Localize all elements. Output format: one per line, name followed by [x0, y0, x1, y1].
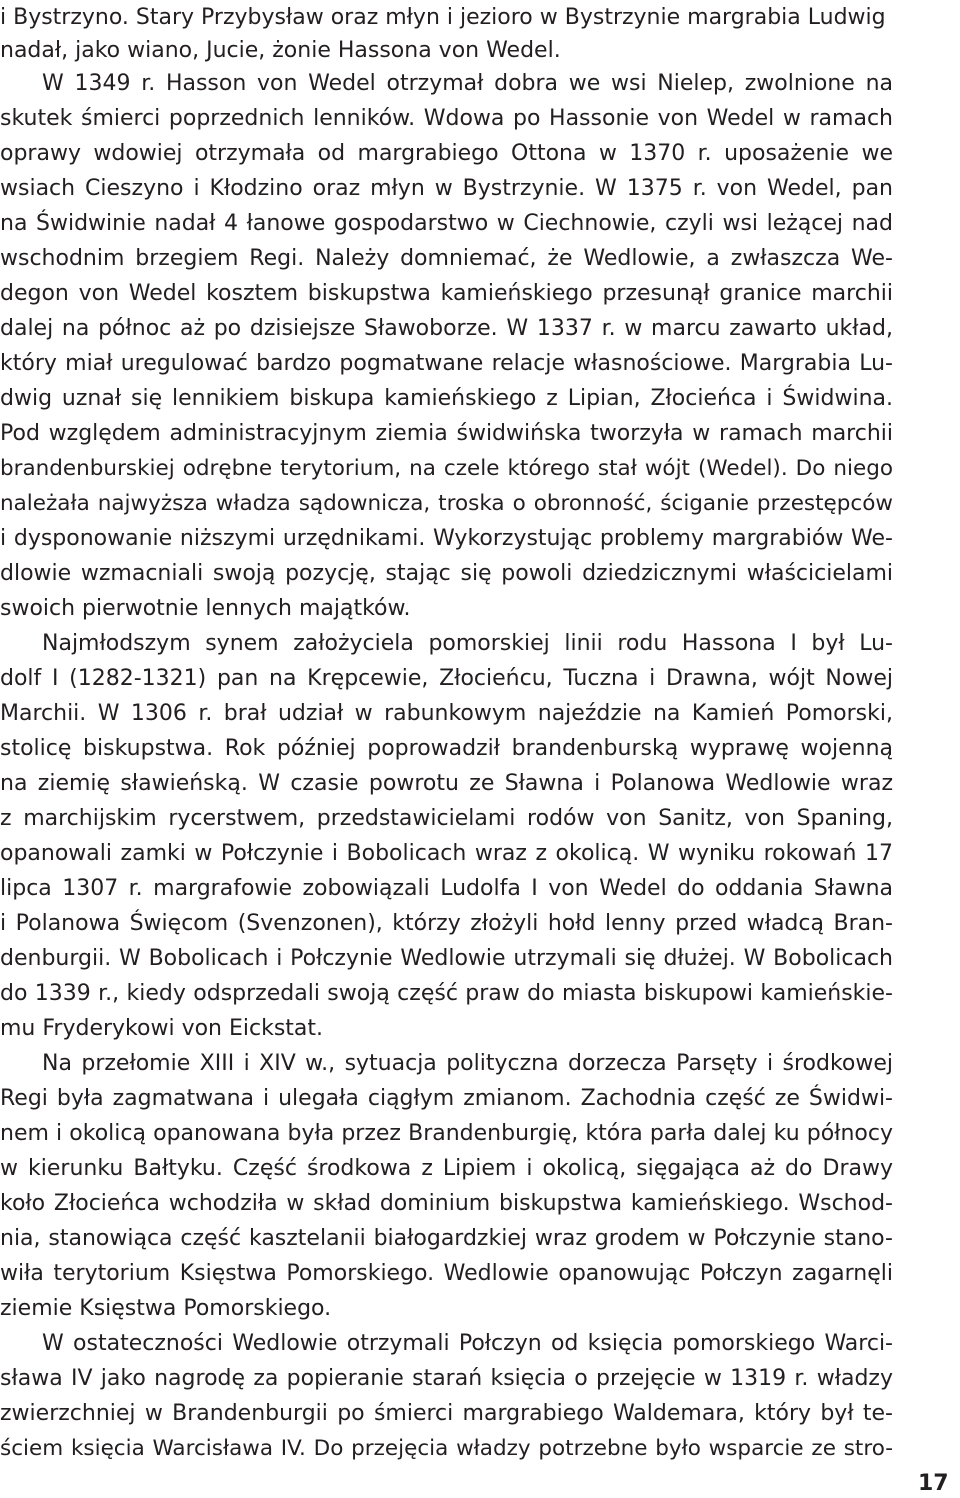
- text-line: mu Fryderykowi von Eickstat.: [0, 1016, 324, 1041]
- text-line: zwierzchniej w Brandenburgii po śmierci margrabiego Waldemara, który był te-: [0, 1401, 893, 1426]
- text-line: swoich pierwotnie lennych majątków.: [0, 596, 411, 621]
- text-line: do 1339 r., kiedy odsprzedali swoją część praw do miasta biskupowi kamieńskie-: [0, 981, 893, 1006]
- text-line: opanowali zamki w Połczynie i Bobolicach wraz z okolicą. W wyniku rokowań 17: [0, 841, 893, 866]
- text-line: Najmłodszym synem założyciela pomorskiej linii rodu Hassona I był Lu-: [42, 631, 893, 656]
- text-line: i Polanowa Święcom (Svenzonen), którzy złożyli hołd lenny przed władcą Bran-: [0, 911, 893, 936]
- text-line: W 1349 r. Hasson von Wedel otrzymał dobra we wsi Nielep, zwolnione na: [42, 71, 893, 96]
- text-line: Pod względem administracyjnym ziemia świdwińska tworzyła w ramach marchii: [0, 421, 893, 446]
- text-line: w kierunku Bałtyku. Część środkowa z Lipiem i okolicą, sięgająca aż do Drawy: [0, 1156, 893, 1181]
- text-line: i dysponowanie niższymi urzędnikami. Wykorzystując problemy margrabiów We-: [0, 526, 893, 551]
- text-line: wiła terytorium Księstwa Pomorskiego. Wedlowie opanowując Połczyn zagarnęli: [0, 1261, 893, 1286]
- text-line: należała najwyższa władza sądownicza, troska o obronność, ściganie przestępców: [0, 491, 893, 516]
- text-line: W ostateczności Wedlowie otrzymali Połczyn od księcia pomorskiego Warci-: [42, 1331, 893, 1356]
- text-line: dlowie wzmacniali swoją pozycję, stając się powoli dziedzicznymi właścicielami: [0, 561, 893, 586]
- text-line: Na przełomie XIII i XIV w., sytuacja polityczna dorzecza Parsęty i środkowej: [42, 1051, 893, 1076]
- text-line: dalej na północ aż po dzisiejsze Sławoborze. W 1337 r. w marcu zawarto układ,: [0, 316, 893, 341]
- text-line: na Świdwinie nadał 4 łanowe gospodarstwo w Ciechnowie, czyli wsi leżącej nad: [0, 211, 893, 236]
- text-line: Regi była zagmatwana i ulegała ciągłym zmianom. Zachodnia część ze Świdwi-: [0, 1086, 893, 1111]
- text-line: ściem księcia Warcisława IV. Do przejęcia władzy potrzebne było wsparcie ze stro-: [0, 1436, 893, 1461]
- text-line: nadał, jako wiano, Jucie, żonie Hassona von Wedel.: [0, 38, 561, 63]
- text-line: nia, stanowiąca część kasztelanii białogardzkiej wraz grodem w Połczynie stano-: [0, 1226, 893, 1251]
- text-line: dolf I (1282-1321) pan na Krępcewie, Złocieńcu, Tucznа i Drawna, wójt Nowej: [0, 666, 893, 691]
- text-line: denburgii. W Bobolicach i Połczynie Wedlowie utrzymali się dłużej. W Bobolicach: [0, 946, 893, 971]
- text-line: z marchijskim rycerstwem, przedstawicielami rodów von Sanitz, von Spaning,: [0, 806, 893, 831]
- text-line: i Bystrzyno. Stary Przybysław oraz młyn i jezioro w Bystrzynie margrabia Ludwig: [0, 5, 886, 30]
- text-line: lipca 1307 r. margrafowie zobowiązali Ludolfa I von Wedel do oddania Sławna: [0, 876, 893, 901]
- text-line: Marchii. W 1306 r. brał udział w rabunkowym najeździe na Kamień Pomorski,: [0, 701, 893, 726]
- text-line: wschodnim brzegiem Regi. Należy domniemać, że Wedlowie, a zwłaszcza We-: [0, 246, 893, 271]
- page-number: 17: [918, 1471, 949, 1496]
- text-line: ziemie Księstwa Pomorskiego.: [0, 1296, 332, 1321]
- text-line: brandenburskiej odrębne terytorium, na czele którego stał wójt (Wedel). Do niego: [0, 456, 893, 481]
- text-line: degon von Wedel kosztem biskupstwa kamieńskiego przesunął granice marchii: [0, 281, 893, 306]
- text-line: dwig uznał się lennikiem biskupa kamieńskiego z Lipian, Złocieńca i Świdwina.: [0, 386, 893, 411]
- text-line: nem i okolicą opanowana była przez Brandenburgię, która parła dalej ku północy: [0, 1121, 893, 1146]
- text-line: który miał uregulować bardzo pogmatwane relacje własnościowe. Margrabia Lu-: [0, 351, 893, 376]
- text-line: oprawy wdowiej otrzymała od margrabiego Ottona w 1370 r. uposażenie we: [0, 141, 893, 166]
- text-line: wsiach Cieszyno i Kłodzino oraz młyn w Bystrzynie. W 1375 r. von Wedel, pan: [0, 176, 893, 201]
- text-line: skutek śmierci poprzednich lenników. Wdowa po Hassonie von Wedel w ramach: [0, 106, 893, 131]
- text-line: koło Złocieńca wchodziła w skład dominium biskupstwa kamieńskiego. Wschod-: [0, 1191, 893, 1216]
- text-line: sława IV jako nagrodę za popieranie starań księcia o przejęcie w 1319 r. władzy: [0, 1366, 893, 1391]
- text-line: na ziemię sławieńską. W czasie powrotu ze Sławna i Polanowa Wedlowie wraz: [0, 771, 893, 796]
- text-line: stolicę biskupstwa. Rok później poprowadził brandenburską wyprawę wojenną: [0, 736, 893, 761]
